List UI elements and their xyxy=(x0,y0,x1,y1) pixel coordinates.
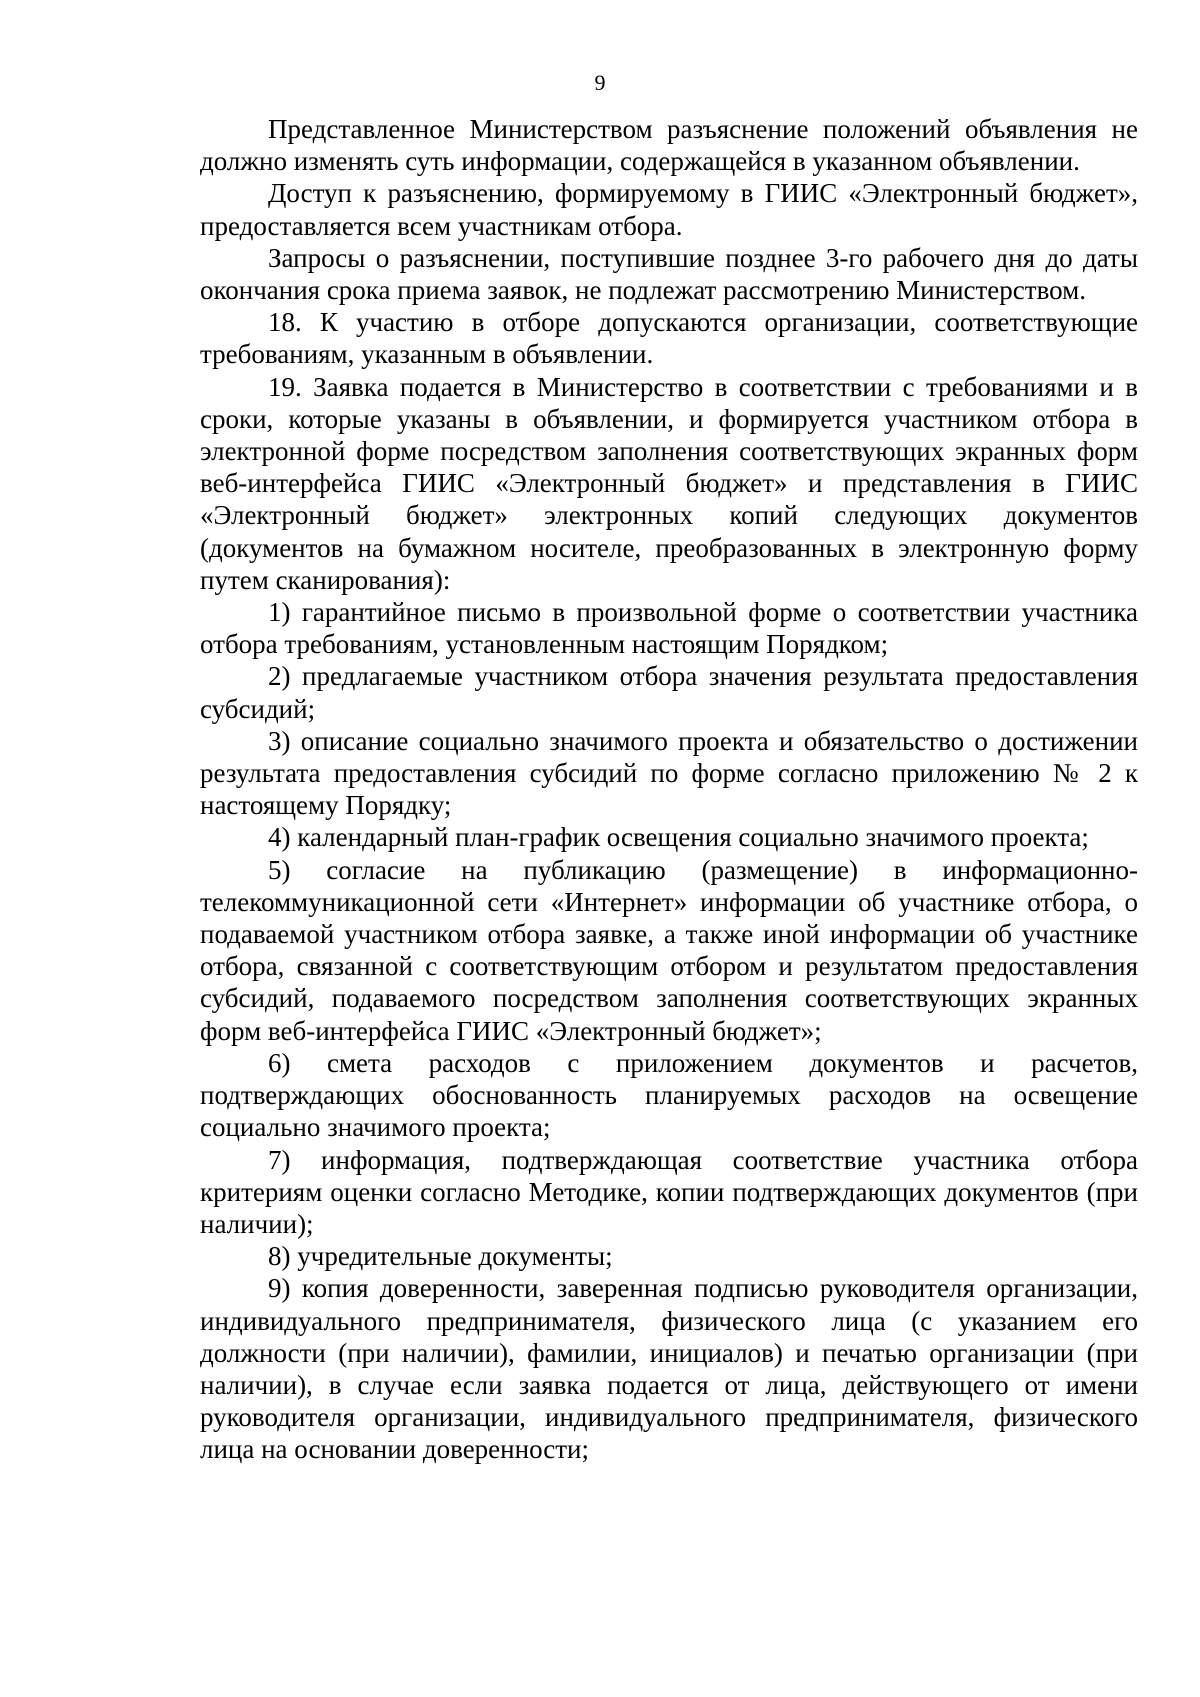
list-item: 3) описание социально значимого проекта и обязательство о достижении результата предоставления субсидий по форме согласно приложению № 2 к настоящему Порядку; xyxy=(200,725,1138,821)
list-item: 7) информация, подтверждающая соответствие участника отбора критериям оценки согласно Методике, копии подтверждающих документов (при наличии); xyxy=(200,1144,1138,1239)
list-item: 9) копия доверенности, заверенная подписью руководителя организации, индивидуального предпринимателя, физического лица (с указанием его должности (при наличии), фамилии, инициалов) и печатью организации (при наличии), в случае если заявка подается от лица, действующего от имени руководителя организации, индивидуального предпринимателя, физического лица на основании доверенности; xyxy=(200,1273,1138,1465)
list-item: 2) предлагаемые участником отбора значения результата предоставления субсидий; xyxy=(200,661,1138,724)
paragraph: Доступ к разъяснению, формируемому в ГИИС «Электронный бюджет», предоставляется всем участникам отбора. xyxy=(200,178,1138,241)
paragraph: 19. Заявка подается в Министерство в соответствии с требованиями и в сроки, которые указаны в объявлении, и формируется участником отбора в электронной форме посредством заполнения соответствующих экранных форм веб-интерфейса ГИИС «Электронный бюджет» и представления в ГИИС «Электронный бюджет» электронных копий следующих документов (документов на бумажном носителе, преобразованных в электронную форму путем сканирования): xyxy=(200,371,1138,595)
list-item: 6) смета расходов с приложением документов и расчетов, подтверждающих обоснованность планируемых расходов на освещение социально значимого проекта; xyxy=(200,1047,1138,1143)
list-item: 8) учредительные документы; xyxy=(268,1241,613,1272)
list-item: 4) календарный план-график освещения социально значимого проекта; xyxy=(268,822,1089,853)
list-item: 1) гарантийное письмо в произвольной форме о соответствии участника отбора требованиям, установленным настоящим Порядком; xyxy=(200,597,1138,660)
page-number: 9 xyxy=(594,70,606,95)
paragraph: Представленное Министерством разъяснение положений объявления не должно изменять суть информации, содержащейся в указанном объявлении. xyxy=(200,114,1138,177)
list-item: 5) согласие на публикацию (размещение) в информационно-телекоммуникационной сети «Интернет» информации об участнике отбора, о подаваемой участником отбора заявке, а также иной информации об участнике отбора, связанной с соответствующим отбором и результатом предоставления субсидий, подаваемого посредством заполнения соответствующих экранных форм веб-интерфейса ГИИС «Электронный бюджет»; xyxy=(200,854,1138,1046)
paragraph: Запросы о разъяснении, поступившие позднее 3-го рабочего дня до даты окончания срока приема заявок, не подлежат рассмотрению Министерством. xyxy=(200,242,1138,306)
paragraph: 18. К участию в отборе допускаются организации, соответствующие требованиям, указанным в объявлении. xyxy=(200,307,1138,370)
body-text xyxy=(200,113,1138,1466)
